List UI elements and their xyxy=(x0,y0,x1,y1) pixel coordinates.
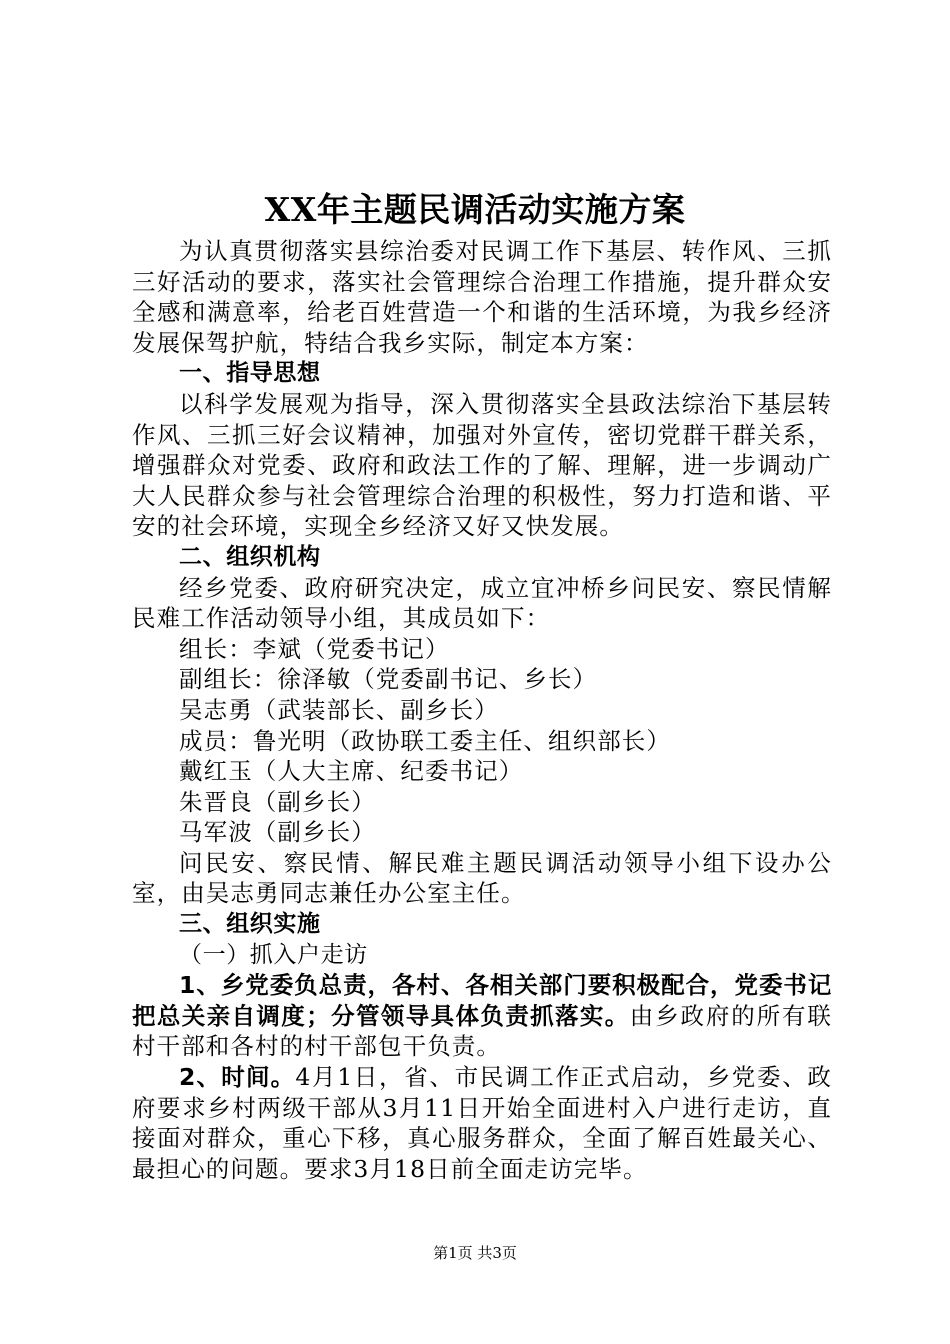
member-line: 马军波（副乡长） xyxy=(179,818,376,847)
item-2-paragraph xyxy=(132,1062,832,1184)
section-1-paragraph: 以科学发展观为指导，深入贯彻落实全县政法综治下基层转作风、三抓三好会议精神，加强对外宣传，密切党群干群关系，增强群众对党委、政府和政法工作的了解、理解，进一步调动广大人民群众参与社会管理综合治理的积极性，努力打造和谐、平安的社会环境，实现全乡经济又好又快发展。 xyxy=(132,389,832,541)
section-2-paragraph: 经乡党委、政府研究决定，成立宜冲桥乡问民安、察民情解民难工作活动领导小组，其成员如下： xyxy=(132,573,832,633)
section-heading-3: 三、组织实施 xyxy=(179,911,321,938)
document-body xyxy=(132,236,832,1184)
item-1-paragraph xyxy=(132,970,832,1062)
office-paragraph: 问民安、察民情、解民难主题民调活动领导小组下设办公室，由吴志勇同志兼任办公室主任。 xyxy=(132,848,832,908)
page-footer: 第1页 共3页 xyxy=(433,1244,517,1262)
member-line: 组长：李斌（党委书记） xyxy=(179,634,450,663)
section-heading-2: 二、组织机构 xyxy=(179,543,321,570)
item-1-lead: 1、乡党委负总责，各村、各相关部门要积极配合，党委书记把总关亲自调度；分管领导具体负责抓落实。 xyxy=(132,971,832,1030)
section-heading-1: 一、指导思想 xyxy=(179,360,321,387)
page-title: XX年主题民调活动实施方案 xyxy=(264,190,686,229)
intro-paragraph: 为认真贯彻落实县综治委对民调工作下基层、转作风、三抓三好活动的要求，落实社会管理综合治理工作措施，提升群众安全感和满意率，给老百姓营造一个和谐的生活环境，为我乡经济发展保驾护航，特结合我乡实际，制定本方案： xyxy=(132,237,832,357)
member-line: 副组长：徐泽敏（党委副书记、乡长） xyxy=(179,665,598,694)
item-2-rest: 4月1日，省、市民调工作正式启动，乡党委、政府要求乡村两级干部从3月11日开始全面进村入户进行走访，直接面对群众，重心下移，真心服务群众，全面了解百姓最关心、最担心的问题。要求3月18日前全面走访完毕。 xyxy=(132,1063,832,1183)
member-line: 朱晋良（副乡长） xyxy=(179,787,376,816)
item-2-lead: 2、时间。 xyxy=(179,1063,296,1092)
member-line: 成员：鲁光明（政协联工委主任、组织部长） xyxy=(179,726,671,755)
item-1-rest: 由乡政府的所有联村干部和各村的村干部包干负责。 xyxy=(132,1001,832,1061)
member-line: 戴红玉（人大主席、纪委书记） xyxy=(179,757,524,786)
subsection-heading-1: （一）抓入户走访 xyxy=(179,941,368,968)
member-line: 吴志勇（武装部长、副乡长） xyxy=(179,695,499,724)
